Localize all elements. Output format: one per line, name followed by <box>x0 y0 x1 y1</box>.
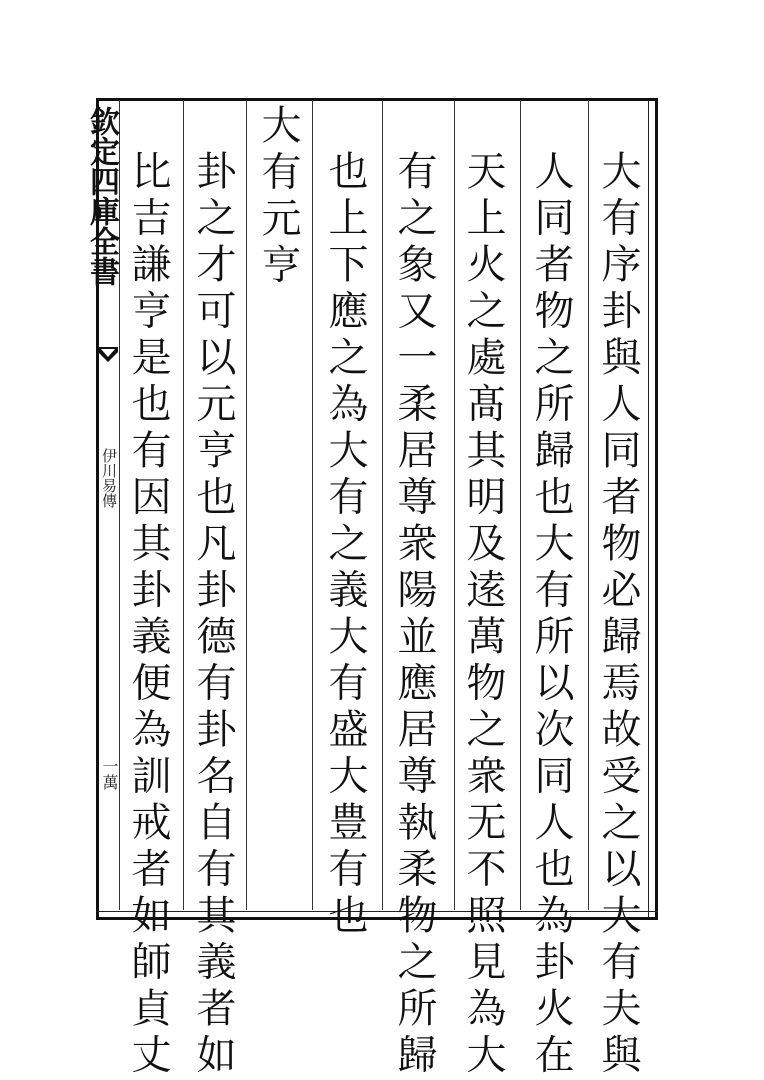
text-column-4: 有之象又一柔居尊衆陽並應居尊執柔物之所歸 <box>391 150 437 1080</box>
banxin-book-title: 伊川易傳 <box>100 448 118 508</box>
column-divider <box>246 100 247 910</box>
column-divider <box>454 100 455 910</box>
text-column-1: 大有序卦與人同者物必歸焉故受之以大有夫與 <box>595 150 641 1080</box>
text-column-2: 人同者物之所歸也大有所以次同人也為卦火在 <box>528 150 574 1080</box>
frame-inner-right-rule <box>648 100 649 918</box>
hexagram-heading: 大有元亨 <box>255 104 301 290</box>
column-divider <box>183 100 184 910</box>
banxin-title: 欽定四庫全書 <box>84 106 119 286</box>
text-column-3: 天上火之處髙其明及逺萬物之衆无不照見為大 <box>460 150 506 1080</box>
banxin-page-number: 一萬 <box>100 758 119 790</box>
text-column-8: 比吉謙亨是也有因其卦義便為訓戒者如師貞丈 <box>125 150 171 1080</box>
text-column-5: 也上下應之為大有之義大有盛大豊有也 <box>322 150 368 941</box>
column-divider <box>588 100 589 910</box>
column-divider <box>312 100 313 910</box>
text-column-7: 卦之才可以元亨也凡卦德有卦名自有其義者如 <box>190 150 236 1080</box>
column-divider <box>520 100 521 910</box>
column-divider <box>382 100 383 910</box>
fish-tail-icon <box>97 346 119 364</box>
